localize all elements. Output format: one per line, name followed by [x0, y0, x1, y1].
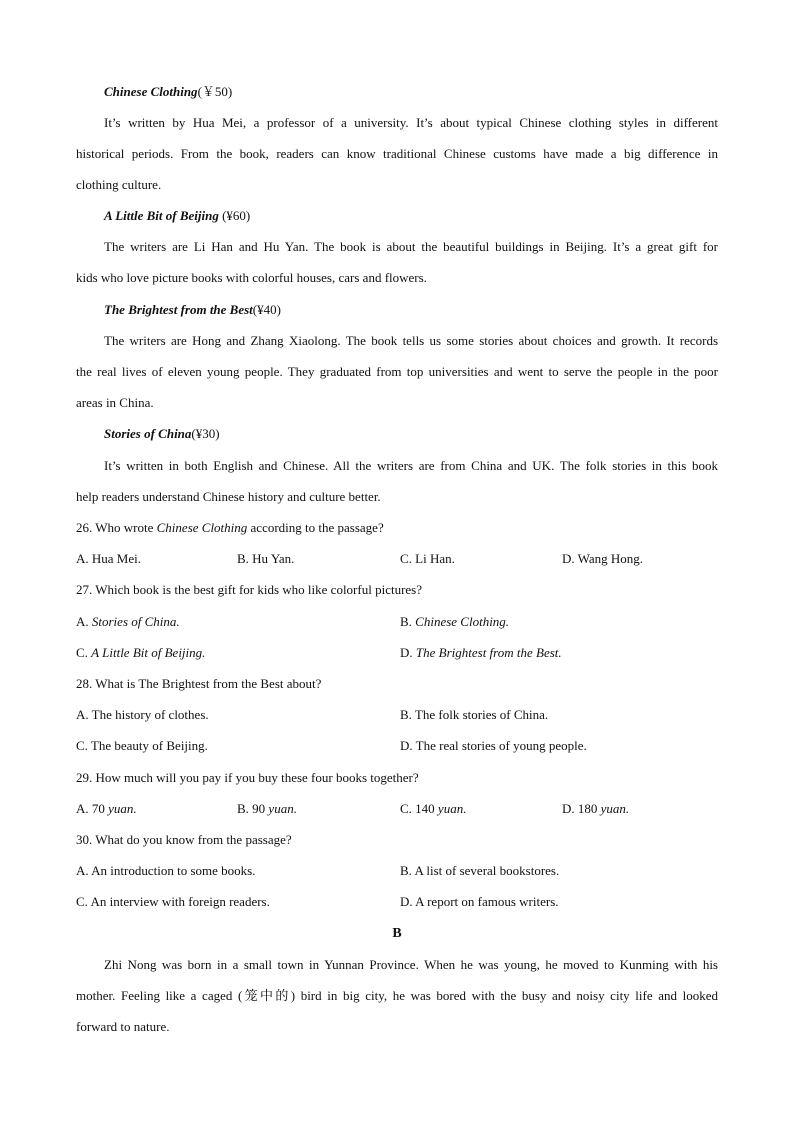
- option-unit: yuan.: [268, 801, 297, 816]
- question-28: 28. What is The Brightest from the Best about?: [76, 676, 322, 691]
- option-book-title: Chinese Clothing.: [415, 614, 510, 629]
- book-title: The Brightest from the Best: [104, 302, 253, 317]
- option-unit: yuan.: [600, 801, 630, 816]
- option-c[interactable]: C. Li Han.: [400, 551, 455, 566]
- book-price: (¥60): [218, 208, 251, 223]
- option-letter: C.: [76, 645, 92, 660]
- question-30: 30. What do you know from the passage?: [76, 832, 292, 847]
- question-27: 27. Which book is the best gift for kids who like colorful pictures?: [76, 582, 422, 597]
- option-c[interactable]: C. The beauty of Beijing.: [76, 738, 208, 753]
- book-price: (¥40): [252, 302, 281, 317]
- book-heading: [104, 302, 718, 318]
- option-c[interactable]: [400, 801, 466, 817]
- question-26: [76, 520, 718, 536]
- option-book-title: A Little Bit of Beijing.: [91, 645, 206, 660]
- option-d[interactable]: D. Wang Hong.: [562, 551, 644, 566]
- book-price: (¥30): [191, 426, 220, 441]
- question-text: 26. Who wrote: [76, 520, 157, 535]
- paragraph-line: The writers are Li Han and Hu Yan. The book is about the beautiful buildings in Beijing. It’s a great gift for: [104, 239, 718, 254]
- paragraph-line: Zhi Nong was born in a small town in Yunnan Province. When he was young, he moved to Kunming with his: [104, 957, 718, 972]
- book-heading: [104, 426, 718, 442]
- option-c[interactable]: [76, 645, 205, 661]
- option-book-title: The Brightest from the Best.: [415, 645, 562, 660]
- option-letter: B.: [400, 614, 416, 629]
- option-a[interactable]: [76, 614, 180, 630]
- paragraph-line: the real lives of eleven young people. They graduated from top universities and went to serve the people in the poor: [76, 364, 718, 379]
- paragraph-line: The writers are Hong and Zhang Xiaolong. The book tells us some stories about choices and growth. It records: [104, 333, 718, 348]
- option-unit: yuan.: [437, 801, 467, 816]
- option-d[interactable]: [562, 801, 629, 817]
- book-title: Chinese Clothing: [104, 84, 198, 99]
- option-d[interactable]: [400, 645, 562, 661]
- paragraph-line: clothing culture.: [76, 177, 162, 192]
- section-heading: B: [392, 926, 402, 941]
- book-title: A Little Bit of Beijing: [104, 208, 219, 223]
- option-d[interactable]: D. The real stories of young people.: [400, 738, 587, 753]
- option-b[interactable]: B. A list of several bookstores.: [400, 863, 560, 878]
- option-a[interactable]: A. Hua Mei.: [76, 551, 141, 566]
- book-heading: [104, 208, 718, 224]
- option-b[interactable]: B. Hu Yan.: [237, 551, 295, 566]
- paragraph-line: It’s written in both English and Chinese. All the writers are from China and UK. The folk stories in this book: [104, 458, 718, 473]
- question-book-title: Chinese Clothing: [156, 520, 248, 535]
- option-a[interactable]: [76, 801, 137, 817]
- paragraph-line: kids who love picture books with colorful houses, cars and flowers.: [76, 270, 427, 285]
- option-letter: C. 140: [400, 801, 438, 816]
- paragraph-line: It’s written by Hua Mei, a professor of a university. It’s about typical Chinese clothing styles in different: [104, 115, 718, 130]
- option-d[interactable]: D. A report on famous writers.: [400, 894, 559, 909]
- paragraph-line: historical periods. From the book, readers can know traditional Chinese customs have made a big difference in: [76, 146, 718, 161]
- book-heading: [104, 84, 718, 100]
- option-letter: D. 180: [562, 801, 601, 816]
- question-29: 29. How much will you pay if you buy these four books together?: [76, 770, 419, 785]
- option-b[interactable]: [400, 614, 509, 630]
- paragraph-line: forward to nature.: [76, 1019, 170, 1034]
- paragraph-line: help readers understand Chinese history and culture better.: [76, 489, 381, 504]
- option-letter: B. 90: [237, 801, 269, 816]
- option-c[interactable]: C. An interview with foreign readers.: [76, 894, 270, 909]
- option-b[interactable]: [237, 801, 297, 817]
- book-price: (￥50): [197, 84, 233, 99]
- option-unit: yuan.: [108, 801, 137, 816]
- option-b[interactable]: B. The folk stories of China.: [400, 707, 549, 722]
- option-letter: A.: [76, 614, 92, 629]
- paragraph-line: mother. Feeling like a caged (笼中的) bird in big city, he was bored with the busy and noisy city life and looked: [76, 988, 718, 1003]
- question-text: according to the passage?: [247, 520, 384, 535]
- option-a[interactable]: A. The history of clothes.: [76, 707, 209, 722]
- book-title: Stories of China: [104, 426, 192, 441]
- paragraph-line: areas in China.: [76, 395, 154, 410]
- option-letter: A. 70: [76, 801, 109, 816]
- option-letter: D.: [400, 645, 416, 660]
- option-book-title: Stories of China.: [91, 614, 180, 629]
- option-a[interactable]: A. An introduction to some books.: [76, 863, 256, 878]
